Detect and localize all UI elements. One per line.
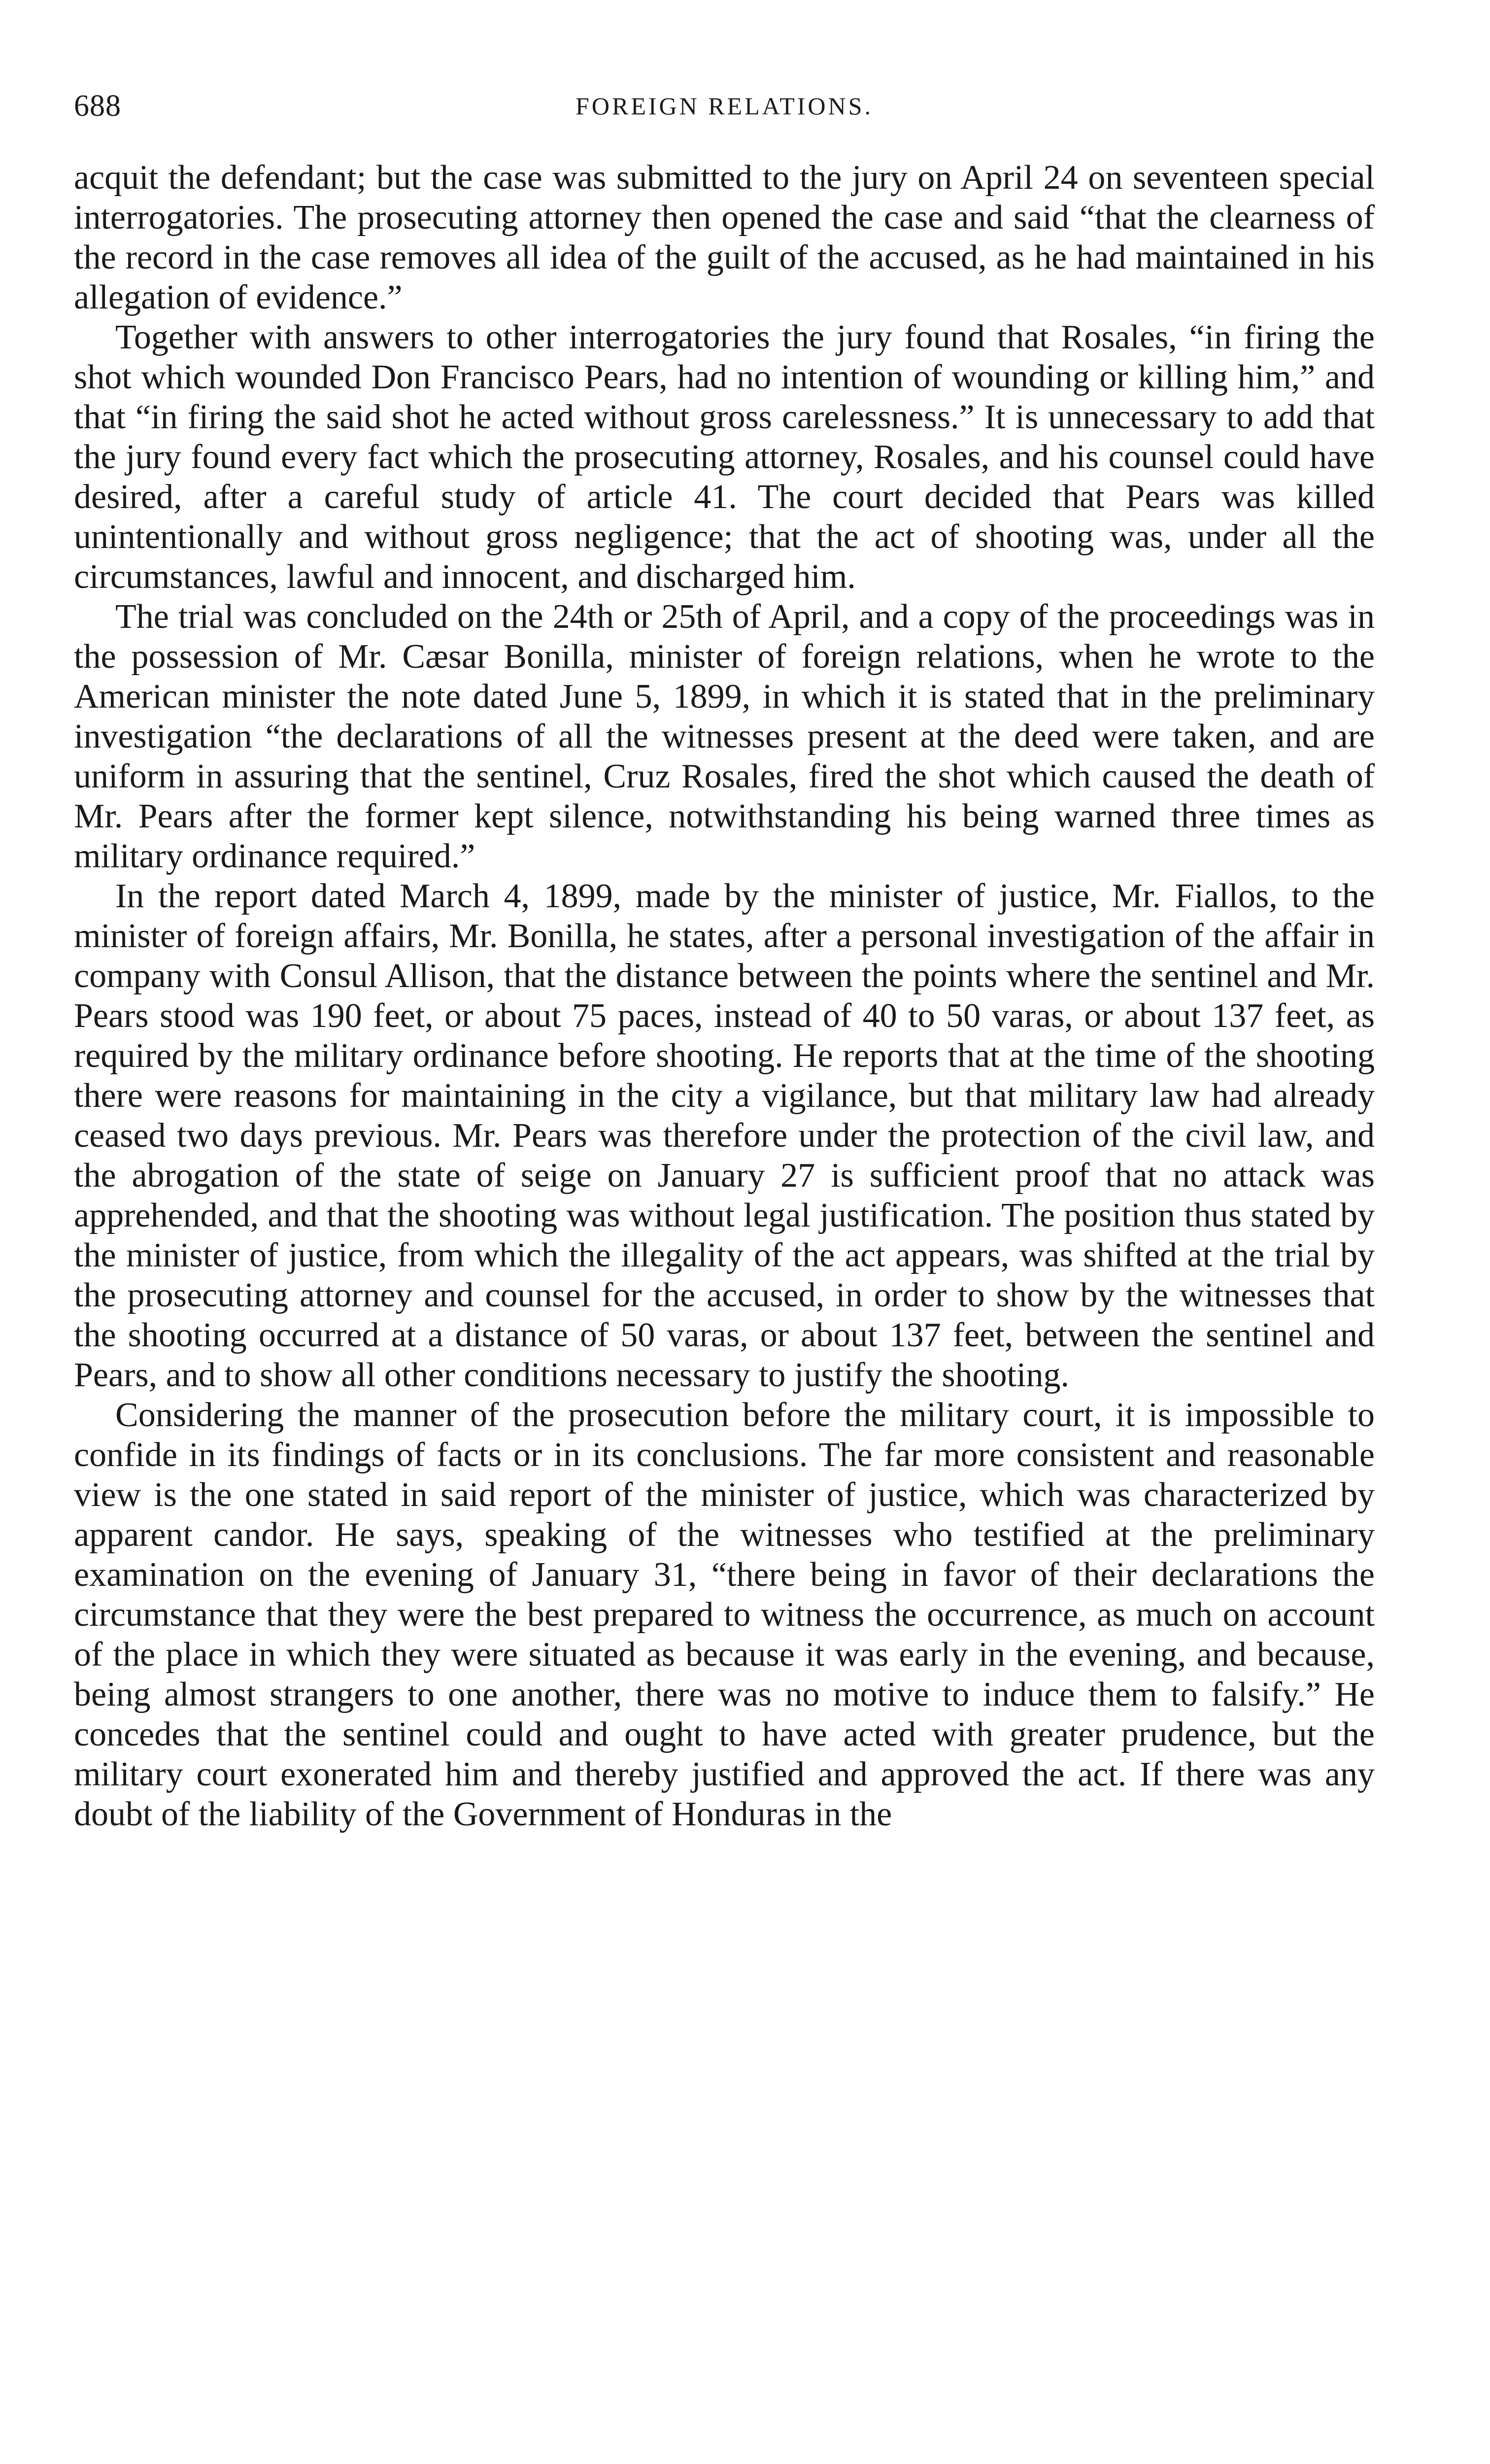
running-head: [74, 79, 1375, 138]
paragraph-continuation: acquit the defendant; but the case was submitted to the jury on April 24 on seventeen special interrogatories. The prosecuting attorney then opened the case and said “that the clearness of the record in the case removes all idea of the guilt of the accused, as he had maintained in his allegation of evidence.”: [74, 159, 1375, 316]
paragraph-considering-prosecution: Considering the manner of the prosecution before the military court, it is impossible to confide in its findings of facts or in its conclusions. The far more consistent and reasonable view is the one stated in said report of the minister of justice, which was characterized by apparent candor. He says, speaking of the witnesses who testified at the preliminary examination on the evening of January 31, “there being in favor of their declarations the circumstance that they were the best prepared to witness the occurrence, as much on account of the place in which they were situated as because it was early in the evening, and because, being almost strangers to one another, there was no motive to induce them to falsify.” He concedes that the sentinel could and ought to have acted with greater prudence, but the military court exonerated him and thereby justified and approved the act. If there was any doubt of the liability of the Government of Honduras in the: [74, 1396, 1375, 1833]
paragraph-minister-report: In the report dated March 4, 1899, made by the minister of justice, Mr. Fiallos, to the minister of foreign affairs, Mr. Bonilla, he states, after a personal investigation of the affair in company with Consul Allison, that the distance between the points where the sentinel and Mr. Pears stood was 190 feet, or about 75 paces, instead of 40 to 50 varas, or about 137 feet, as required by the military ordinance before shooting. He reports that at the time of the shooting there were reasons for maintaining in the city a vigilance, but that military law had already ceased two days previous. Mr. Pears was therefore under the protection of the civil law, and the abrogation of the state of seige on January 27 is sufficient proof that no attack was apprehended, and that the shooting was without legal justification. The position thus stated by the minister of justice, from which the illegality of the act appears, was shifted at the trial by the prosecuting attorney and counsel for the accused, in order to show by the witnesses that the shooting occurred at a distance of 50 varas, or about 137 feet, between the sentinel and Pears, and to show all other conditions necessary to justify the shooting.: [74, 877, 1375, 1394]
paragraph-trial-concluded: The trial was concluded on the 24th or 25th of April, and a copy of the proceedings was in the possession of Mr. Cæsar Bonilla, minister of foreign relations, when he wrote to the American minister the note dated June 5, 1899, in which it is stated that in the preliminary investigation “the declarations of all the witnesses present at the deed were taken, and are uniform in assuring that the sentinel, Cruz Rosales, fired the shot which caused the death of Mr. Pears after the former kept silence, notwithstanding his being warned three times as military ordinance required.”: [74, 598, 1375, 875]
body-text: [74, 158, 1375, 1834]
document-page: [74, 79, 1375, 1834]
running-title: FOREIGN RELATIONS.: [576, 92, 873, 120]
paragraph-jury-findings: Together with answers to other interrogatories the jury found that Rosales, “in firing the shot which wounded Don Francisco Pears, had no intention of wounding or killing him,” and that “in firing the said shot he acted without gross carelessness.” It is unnecessary to add that the jury found every fact which the prosecuting attorney, Rosales, and his counsel could have desired, after a careful study of article 41. The court decided that Pears was killed unintentionally and without gross negligence; that the act of shooting was, under all the circumstances, lawful and innocent, and discharged him.: [74, 318, 1375, 596]
page-number: 688: [74, 89, 121, 123]
